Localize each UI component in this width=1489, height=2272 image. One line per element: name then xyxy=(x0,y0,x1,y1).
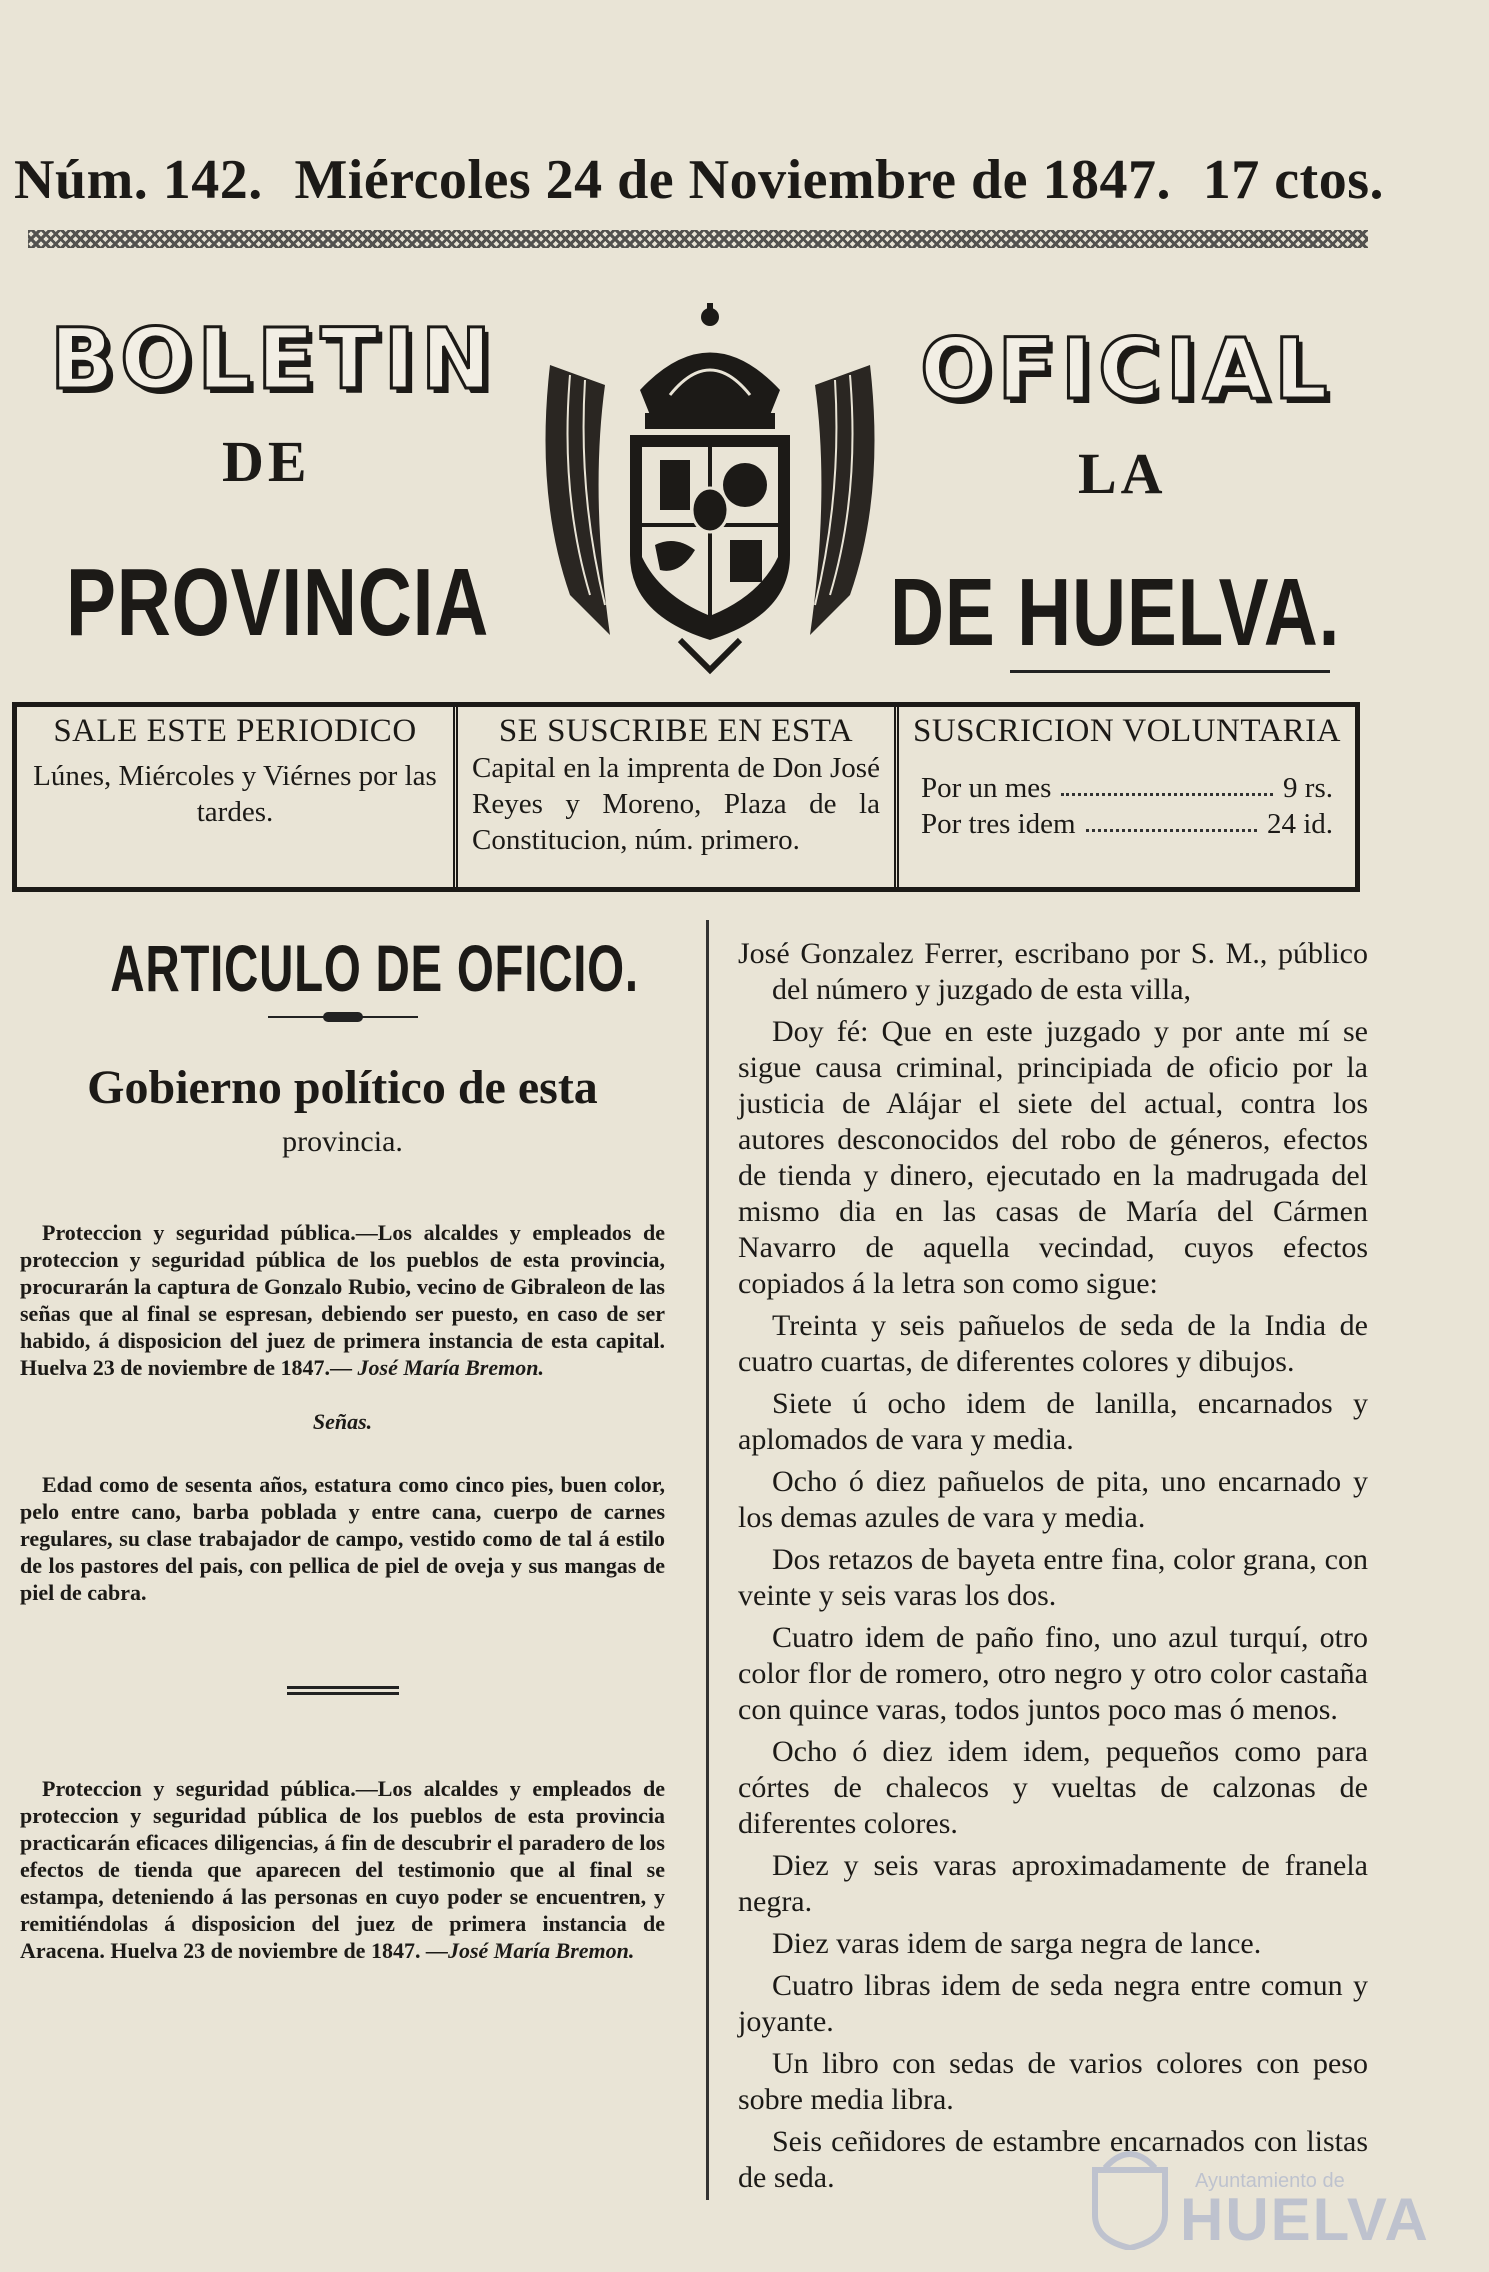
masthead-la: LA xyxy=(1078,441,1167,506)
price-row-month xyxy=(921,770,1333,806)
price-heading: SUSCRICION VOLUNTARIA xyxy=(912,713,1341,749)
watermark-crest-icon xyxy=(1085,2140,1175,2250)
list-item: Cuatro idem de paño fino, uno azul turquí, otro color flor de romero, otro negro y otro color castaña con quince varas, todos juntos poco mas ó menos. xyxy=(738,1621,1368,1726)
list-item: Seis ceñidores de estambre encarnados con listas de seda. xyxy=(738,2125,1368,2194)
watermark-logo-text: HUELVA xyxy=(1180,2186,1430,2253)
list-item: Siete ú ocho idem de lanilla, encarnados y aplomados de vara y media. xyxy=(738,1387,1368,1456)
section-title: ARTICULO DE OFICIO. xyxy=(110,931,639,1005)
subscribe-heading: SE SUSCRIBE EN ESTA xyxy=(498,713,854,749)
description-paragraph: Edad como de sesenta años, estatura como cinco pies, buen color, pelo entre cano, barba poblada y entre cana, cuerpo de carnes regulares, su clase trabajador de campo, vestido como de tal á estilo de los pastores del pais, con pellica de piel de oveja y sus mangas de piel de cabra. xyxy=(20,1472,665,1605)
schedule-text: Lúnes, Miércoles y Viérnes por las tardes. xyxy=(33,760,437,828)
list-item: Cuatro libras idem de seda negra entre comun y joyante. xyxy=(738,1969,1368,2038)
description-heading: Señas. xyxy=(312,1409,373,1434)
masthead-underline xyxy=(1010,670,1330,673)
notice-paragraph xyxy=(20,1219,665,1381)
issue-header xyxy=(14,148,1384,212)
notice-paragraph xyxy=(20,1775,665,1964)
dot-leader xyxy=(1061,770,1273,796)
dot-leader xyxy=(1086,806,1257,832)
subscribe-text: Capital en la imprenta de Don José Reyes y Moreno, Plaza de la Constitucion, núm. primero. xyxy=(471,752,880,856)
list-item: Diez y seis varas aproximadamente de franela negra. xyxy=(738,1849,1368,1918)
masthead-boletin: BOLETIN xyxy=(50,310,498,408)
article-heading: Gobierno político de esta xyxy=(87,1061,598,1114)
price-value: 24 id. xyxy=(1266,808,1333,840)
title-ornament xyxy=(268,1010,418,1024)
masthead-huelva: DE HUELVA. xyxy=(890,559,1341,666)
price-row-three-months xyxy=(921,806,1333,842)
article-subheading: provincia. xyxy=(282,1125,403,1158)
price-label: Por un mes xyxy=(920,772,1052,804)
archive-watermark xyxy=(1085,2140,1430,2253)
price-value: 9 rs. xyxy=(1283,772,1333,804)
masthead-de: DE xyxy=(222,429,311,494)
right-column xyxy=(738,936,1368,2202)
subscription-info-box xyxy=(12,702,1360,892)
list-item: Un libro con sedas de varios colores con peso sobre media libra. xyxy=(738,2047,1368,2116)
signature: José María Bremon. xyxy=(357,1355,544,1380)
section-separator xyxy=(287,1686,399,1695)
testimony-paragraph: Doy fé: Que en este juzgado y por ante mí se sigue causa criminal, principiada de oficio por la justicia de Alájar el siete del actual, contra los autores desconocidos del robo de géneros, efectos de tienda y dinero, ejecutado en la madrugada del mismo dia en las casas de María del Cármen Navarro de aquella vecindad, cuyos efectos copiados á la letra son como sigue: xyxy=(738,1015,1368,1300)
masthead-oficial: OFICIAL xyxy=(920,320,1334,418)
schedule-heading: SALE ESTE PERIODICO xyxy=(53,713,417,749)
notice-text: Proteccion y seguridad pública.—Los alcaldes y empleados de proteccion y seguridad pública de los pueblos de esta provincia, procurarán la captura de Gonzalo Rubio, vecino de Gibraleon de las señas que al final se espresan, debiendo ser puesto, en caso de ser habido, á disposicion del juez de primera instancia de esta capital. Huelva 23 de noviembre de 1847.— xyxy=(20,1220,665,1380)
watermark-small-text: Ayuntamiento de xyxy=(1195,2170,1345,2192)
schedule-cell xyxy=(17,707,458,887)
price-label: Por tres idem xyxy=(920,808,1076,840)
testimony-paragraph: José Gonzalez Ferrer, escribano por S. M., público del número y juzgado de esta villa, xyxy=(738,937,1368,1006)
left-column xyxy=(20,930,665,1974)
masthead-provincia: PROVINCIA xyxy=(66,549,490,656)
list-item: Treinta y seis pañuelos de seda de la India de cuatro cuartas, de diferentes colores y dibujos. xyxy=(738,1309,1368,1378)
column-divider xyxy=(706,920,709,2200)
list-item: Dos retazos de bayeta entre fina, color grana, con veinte y seis varas los dos. xyxy=(738,1543,1368,1612)
issue-date: Miércoles 24 de Noviembre de 1847. xyxy=(294,149,1171,211)
issue-price: 17 ctos. xyxy=(1202,149,1384,211)
list-item: Ocho ó diez idem idem, pequeños como para córtes de chalecos y vueltas de calzonas de diferentes colores. xyxy=(738,1735,1368,1840)
ornamental-rule xyxy=(28,230,1368,248)
subscribe-cell xyxy=(458,707,899,887)
notice-text: Proteccion y seguridad pública.—Los alcaldes y empleados de proteccion y seguridad pública de los pueblos de esta provincia practicarán eficaces diligencias, á fin de descubrir el paradero de los efectos de tienda que aparecen del testimonio que al final se estampa, deteniendo á las personas en cuyo poder se encuentren, y remitiéndolas á disposicion del juez de primera instancia de Aracena. Huelva 23 de noviembre de 1847. xyxy=(20,1776,665,1963)
price-cell xyxy=(899,707,1355,887)
list-item: Diez varas idem de sarga negra de lance. xyxy=(772,1927,1262,1960)
issue-number: Núm. 142. xyxy=(14,149,263,211)
coat-of-arms-icon xyxy=(530,295,890,675)
list-item: Ocho ó diez pañuelos de pita, uno encarnado y los demas azules de vara y media. xyxy=(738,1465,1368,1534)
signature: —José María Bremon. xyxy=(425,1938,635,1963)
